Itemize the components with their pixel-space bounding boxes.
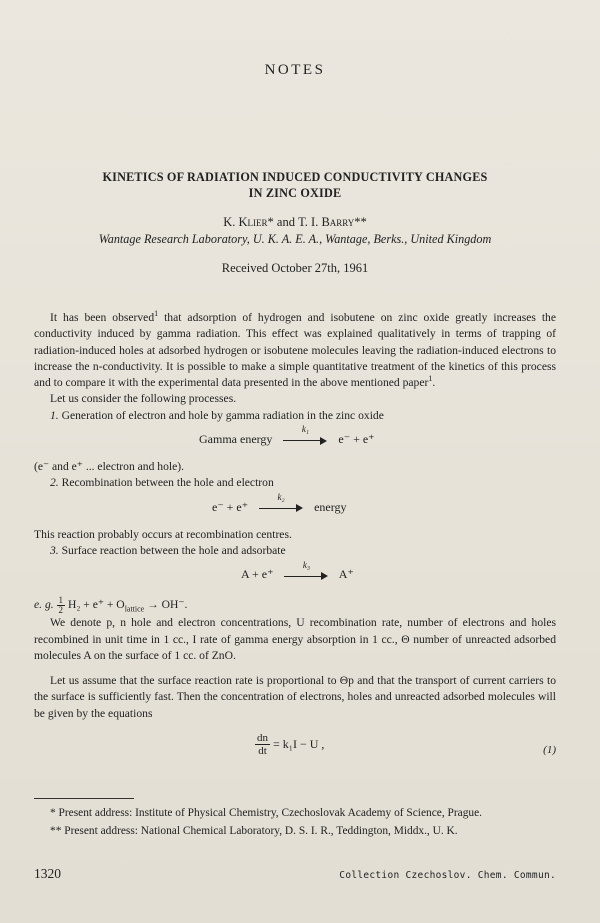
lattice-subscript: lattice	[124, 604, 145, 614]
process-1-text: Generation of electron and hole by gamma radiation in the zinc oxide	[58, 408, 384, 422]
example-reaction	[34, 596, 556, 615]
process-3	[34, 543, 556, 559]
equation-2	[34, 492, 556, 527]
process-1-number: 1.	[50, 408, 59, 422]
eq1-right: e⁻ + e⁺	[338, 432, 375, 447]
eq4-rhs: = k₁I − U ,	[273, 737, 325, 752]
author-2: T. I. Barry**	[298, 215, 367, 229]
received-date: Received October 27th, 1961	[221, 261, 369, 275]
process-1	[34, 408, 556, 424]
ref-1: 1	[154, 309, 159, 319]
affiliation: Wantage Research Laboratory, U. K. A. E. A., Wantage, Berks., United Kingdom	[98, 232, 492, 246]
half-den: 2	[58, 605, 64, 616]
equation-3	[34, 559, 556, 594]
authors	[34, 215, 556, 230]
eq2-right: energy	[314, 499, 347, 514]
article-title	[34, 169, 556, 201]
paragraph-carriers: (e⁻ and e⁺ ... electron and hole).	[34, 460, 185, 474]
process-2-text: Recombination between the hole and electron	[58, 476, 274, 490]
paragraph-notation: We denote p, n hole and electron concentrations, U recombination rate, number of electrons and holes recombined in unit time in 1 cc., I rate of gamma energy absorption in 1 cc., Θ number of unreacted adsorbed molecules A on the surface of 1 cc. of ZnO.	[34, 616, 556, 662]
example-product: → OH⁻.	[144, 598, 188, 612]
title-line-2: IN ZINC OXIDE	[248, 186, 342, 200]
title-line-1: KINETICS OF RADIATION INDUCED CONDUCTIVITY CHANGES	[102, 170, 488, 184]
eq4-denominator: dt	[258, 745, 267, 758]
reaction-arrow-icon	[259, 491, 303, 513]
footnote-rule	[34, 798, 134, 799]
eq1-left: Gamma energy	[199, 432, 273, 447]
eq3-right: A⁺	[338, 567, 354, 582]
author-and: and	[276, 215, 295, 229]
eq4-numerator: dn	[257, 732, 268, 745]
paragraph-processes: Let us consider the following processes.	[50, 392, 237, 406]
derivative-fraction	[255, 732, 270, 757]
author-1: K. Klier*	[223, 215, 274, 229]
page-number: 1320	[34, 866, 61, 881]
journal-name: Collection Czechoslov. Chem. Commun.	[339, 870, 556, 881]
eq1-rate-constant: k₁	[301, 424, 309, 435]
half-num: 1	[58, 595, 64, 606]
paragraph-intro	[34, 310, 556, 391]
process-3-text: Surface reaction between the hole and adsorbate	[58, 543, 286, 557]
ref-1b: 1	[428, 374, 433, 384]
footnote-1: * Present address: Institute of Physical Chemistry, Czechoslovak Academy of Science, Prague.	[50, 807, 483, 820]
process-2-number: 2.	[50, 476, 59, 490]
eq4-label: (1)	[543, 744, 556, 757]
p1-text-b: that adsorption of hydrogen and isobutene on zinc oxide greatly increases the conductivity induced by gamma radiation. This effect was explained qualitatively in terms of trapping of radiation-induced holes at adsorbed hydrogen or isobutene molecules leaving the radiation-induced electrons to increase the n-conductivity. It is possible to make a simple quantitative treatment of the kinetics of this process and to compare it with the experimental data presented in the above mentioned paper	[34, 311, 556, 390]
eq2-left: e⁻ + e⁺	[212, 499, 249, 514]
process-3-number: 3.	[50, 543, 59, 557]
section-heading: NOTES	[264, 62, 326, 78]
eq3-left: A + e⁺	[241, 567, 274, 582]
example-species: H₂ + e⁺ + O	[67, 598, 125, 612]
equation-4	[34, 722, 556, 776]
footnote-area	[34, 798, 556, 839]
fraction-half	[57, 596, 66, 615]
p1-text-a: It has been observed	[50, 311, 155, 324]
eq2-rate-constant: k₂	[277, 491, 285, 502]
eq3-rate-constant: k₃	[302, 559, 310, 570]
example-label: e. g.	[34, 598, 54, 612]
equation-1	[34, 424, 556, 459]
reaction-arrow-icon	[284, 559, 328, 581]
p1-end: .	[432, 376, 436, 390]
page-footer	[34, 866, 556, 888]
paragraph-assumption: Let us assume that the surface reaction rate is proportional to Θp and that the transport of current carriers to the surface is sufficiently fast. Then the concentration of electrons, holes and unreacted adsorbed molecules will be given by the equations	[34, 674, 556, 720]
footnote-2: ** Present address: National Chemical Laboratory, D. S. I. R., Teddington, Middx., U. K.	[50, 825, 458, 838]
paragraph-recombination: This reaction probably occurs at recombination centres.	[34, 527, 292, 541]
reaction-arrow-icon	[283, 424, 327, 445]
process-2	[34, 475, 556, 491]
